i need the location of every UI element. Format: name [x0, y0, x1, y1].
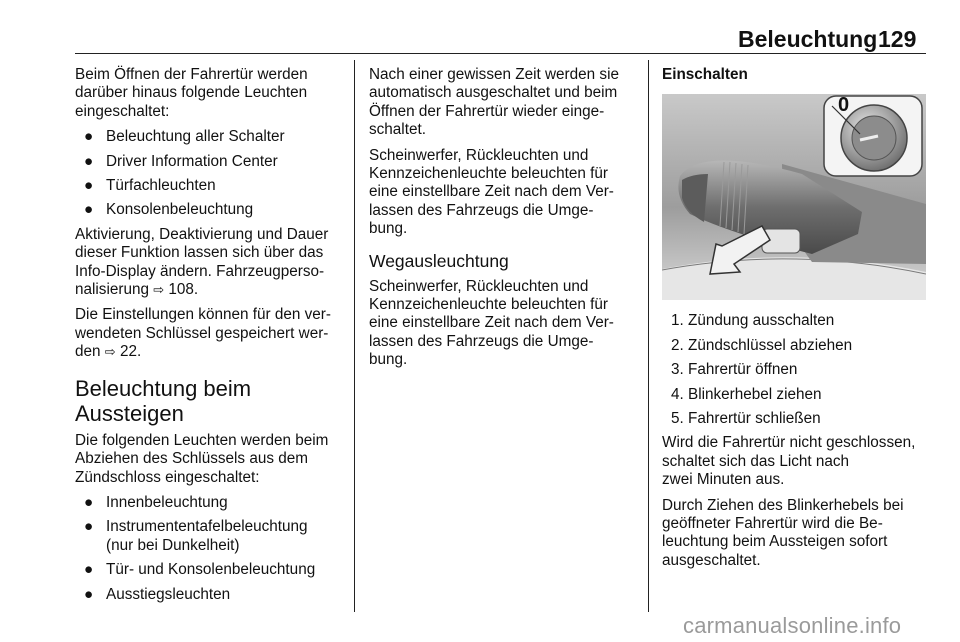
page-ref-icon: ⇨	[104, 344, 116, 360]
paragraph: Nach einer gewissen Zeit werden sie automatisch ausgeschaltet und beim Öffnen der Fahrertür wieder einge- schaltet.	[369, 66, 619, 139]
page-ref-icon: ⇨	[153, 282, 165, 298]
list-item: 2. Zündschlüssel abziehen	[671, 336, 853, 354]
page-ref-link[interactable]: 22.	[119, 343, 142, 361]
paragraph: Durch Ziehen des Blinkerhebels bei geöffneter Fahrertür wird die Be- leuchtung beim Aussteigen sofort ausgeschaltet.	[662, 496, 904, 569]
header-rule	[75, 53, 926, 54]
keys-paragraph: Die Einstellungen können für den ver- wendeten Schlüssel gespeichert wer- den ⇨ 22.	[75, 306, 331, 361]
column-3	[662, 66, 932, 577]
list-item: ● Innenbeleuchtung	[84, 493, 228, 511]
list-item: ● Instrumententafelbeleuchtung (nur bei Dunkelheit)	[84, 518, 308, 554]
list-item: ● Türfachleuchten	[84, 177, 216, 195]
list-item: 5. Fahrertür schließen	[671, 410, 821, 428]
list-item: 4. Blinkerhebel ziehen	[671, 385, 822, 403]
paragraph: Scheinwerfer, Rückleuchten und Kennzeichenleuchte beleuchten für eine einstellbare Zeit nach dem Ver- lassen des Fahrzeugs die Umge- bung.	[369, 146, 614, 238]
subsection-heading: Wegausleuchtung	[369, 250, 509, 271]
list-item: ● Tür- und Konsolenbeleuchtung	[84, 561, 316, 579]
column-heading: Einschalten	[662, 66, 748, 83]
list-item: ● Konsolenbeleuchtung	[84, 201, 254, 219]
watermark: carmanualsonline.info	[683, 613, 902, 638]
bullet-list-2	[75, 494, 347, 604]
bullet-list-1	[75, 128, 347, 220]
page-number: 129	[878, 26, 917, 52]
list-item: 1. Zündung ausschalten	[671, 312, 835, 330]
activation-paragraph: Aktivierung, Deaktivierung und Dauer dieser Funktion lassen sich über das Info-Display ändern. Fahrzeugperso- nalisierung ⇨ 108.	[75, 225, 329, 299]
column-1	[75, 66, 347, 610]
figure-label: 0	[838, 94, 850, 117]
list-item: ● Beleuchtung aller Schalter	[84, 128, 285, 146]
section-paragraph: Die folgenden Leuchten werden beim Abziehen des Schlüssels aus dem Zündschloss eingeschaltet:	[75, 431, 329, 486]
page-title: Beleuchtung	[738, 26, 878, 52]
page-ref-link[interactable]: 108.	[168, 281, 199, 299]
column-2	[369, 66, 637, 377]
column-divider-1	[354, 60, 355, 612]
section-heading: Beleuchtung beim Aussteigen	[75, 375, 252, 426]
intro-paragraph: Beim Öffnen der Fahrertür werden darüber hinaus folgende Leuchten eingeschaltet:	[75, 66, 308, 120]
lever-illustration	[662, 94, 926, 300]
list-item: ● Driver Information Center	[84, 152, 278, 170]
column-divider-2	[648, 60, 649, 612]
list-item: ● Ausstiegsleuchten	[84, 585, 231, 603]
turn-signal-lever-figure	[662, 94, 926, 300]
list-item: 3. Fahrertür öffnen	[671, 361, 798, 379]
paragraph: Wird die Fahrertür nicht geschlossen, schaltet sich das Licht nach zwei Minuten aus.	[662, 434, 916, 489]
paragraph: Scheinwerfer, Rückleuchten und Kennzeichenleuchte beleuchten für eine einstellbare Zeit nach dem Ver- lassen des Fahrzeugs die Umge- bung.	[369, 277, 614, 369]
steps-list	[662, 312, 932, 428]
